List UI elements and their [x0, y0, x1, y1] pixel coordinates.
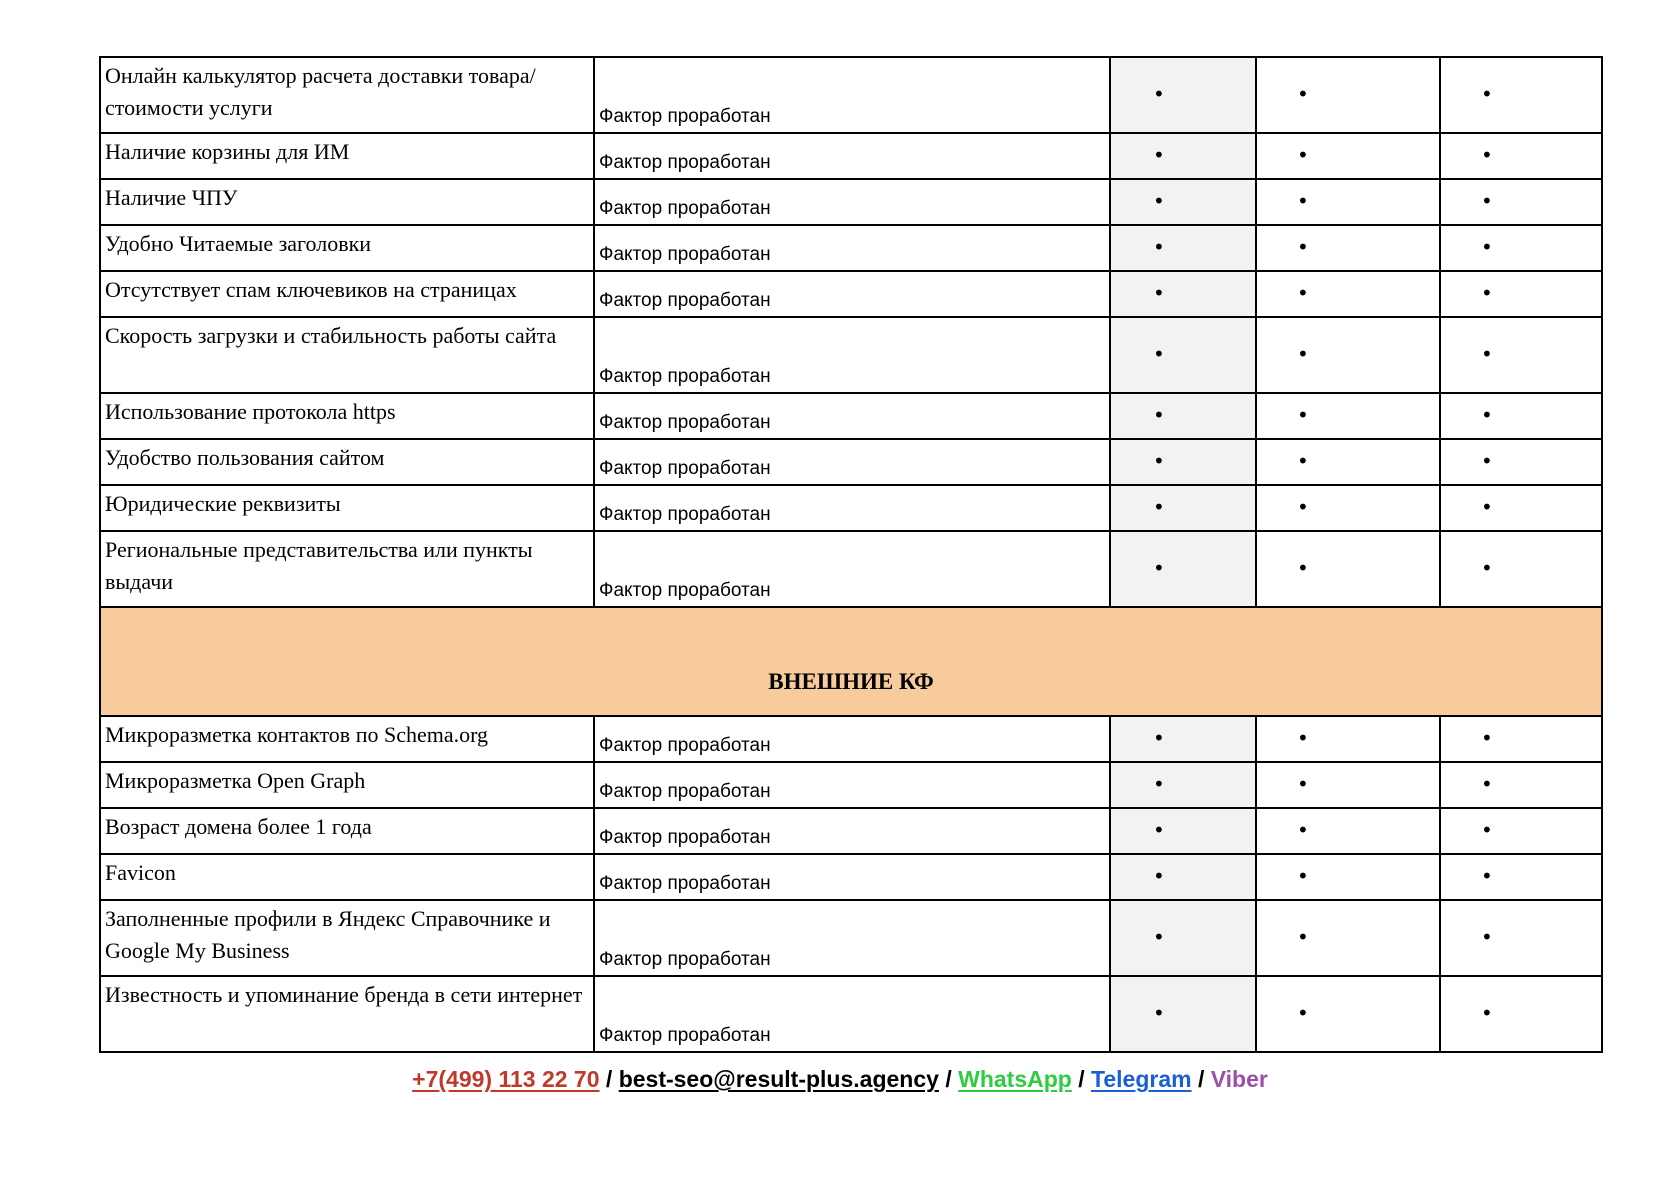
mark-cell: [1110, 531, 1256, 607]
bullet-icon: •: [1153, 556, 1165, 580]
factor-name: Микроразметка Open Graph: [100, 762, 594, 808]
bullet-icon: •: [1153, 495, 1165, 519]
section-header-row: [100, 607, 1602, 716]
mark-cell: [1256, 485, 1440, 531]
viber-label[interactable]: Viber: [1210, 1066, 1268, 1092]
telegram-link[interactable]: Telegram: [1091, 1066, 1192, 1092]
bullet-icon: •: [1481, 726, 1493, 750]
mark-cell: [1256, 133, 1440, 179]
table-row: [100, 179, 1602, 225]
mark-cell: [1110, 225, 1256, 271]
mark-cell: [1440, 762, 1602, 808]
bullet-icon: •: [1153, 925, 1165, 949]
bullet-icon: •: [1297, 82, 1309, 106]
contacts-line: [0, 1066, 1680, 1093]
table-row: [100, 271, 1602, 317]
mark-cell: [1256, 317, 1440, 393]
mark-cell: [1440, 808, 1602, 854]
mark-cell: [1256, 762, 1440, 808]
factor-name: Наличие корзины для ИМ: [100, 133, 594, 179]
bullet-icon: •: [1481, 281, 1493, 305]
factor-status: Фактор проработан: [594, 393, 1110, 439]
factor-name: Удобно Читаемые заголовки: [100, 225, 594, 271]
factor-name: Удобство пользования сайтом: [100, 439, 594, 485]
mark-cell: [1110, 762, 1256, 808]
separator: /: [945, 1066, 952, 1092]
table-row: [100, 716, 1602, 762]
mark-cell: [1256, 225, 1440, 271]
factor-status: Фактор проработан: [594, 716, 1110, 762]
mark-cell: [1440, 439, 1602, 485]
factor-name: Юридические реквизиты: [100, 485, 594, 531]
section-title: ВНЕШНИЕ КФ: [100, 607, 1602, 716]
table-row: [100, 900, 1602, 976]
factor-status: Фактор проработан: [594, 179, 1110, 225]
bullet-icon: •: [1297, 925, 1309, 949]
mark-cell: [1440, 225, 1602, 271]
bullet-icon: •: [1297, 189, 1309, 213]
mark-cell: [1440, 976, 1602, 1052]
factor-name: Онлайн калькулятор расчета доставки товара/стоимости услуги: [100, 57, 594, 133]
factor-status: Фактор проработан: [594, 485, 1110, 531]
bullet-icon: •: [1481, 925, 1493, 949]
mark-cell: [1440, 531, 1602, 607]
bullet-icon: •: [1481, 556, 1493, 580]
table-row: [100, 225, 1602, 271]
phone-link[interactable]: +7(499) 113 22 70: [412, 1066, 600, 1092]
table-row: [100, 317, 1602, 393]
mark-cell: [1110, 976, 1256, 1052]
factor-status: Фактор проработан: [594, 317, 1110, 393]
bullet-icon: •: [1297, 864, 1309, 888]
separator: /: [1078, 1066, 1085, 1092]
mark-cell: [1440, 854, 1602, 900]
mark-cell: [1256, 900, 1440, 976]
bullet-icon: •: [1297, 235, 1309, 259]
factor-status: Фактор проработан: [594, 57, 1110, 133]
bullet-icon: •: [1153, 403, 1165, 427]
mark-cell: [1110, 716, 1256, 762]
table-row: [100, 393, 1602, 439]
bullet-icon: •: [1481, 772, 1493, 796]
table-row: [100, 439, 1602, 485]
factor-name: Скорость загрузки и стабильность работы сайта: [100, 317, 594, 393]
factor-status: Фактор проработан: [594, 271, 1110, 317]
bullet-icon: •: [1297, 143, 1309, 167]
table-row: [100, 976, 1602, 1052]
separator: /: [605, 1066, 613, 1092]
mark-cell: [1256, 808, 1440, 854]
mark-cell: [1256, 179, 1440, 225]
whatsapp-link[interactable]: WhatsApp: [958, 1066, 1072, 1092]
bullet-icon: •: [1153, 449, 1165, 473]
bullet-icon: •: [1481, 449, 1493, 473]
mark-cell: [1440, 133, 1602, 179]
factor-status: Фактор проработан: [594, 439, 1110, 485]
factor-name: Favicon: [100, 854, 594, 900]
separator: /: [1197, 1066, 1205, 1092]
mark-cell: [1256, 57, 1440, 133]
bullet-icon: •: [1297, 449, 1309, 473]
mark-cell: [1110, 317, 1256, 393]
bullet-icon: •: [1153, 143, 1165, 167]
mark-cell: [1440, 393, 1602, 439]
table-row: [100, 133, 1602, 179]
bullet-icon: •: [1297, 281, 1309, 305]
seo-factors-table: [99, 56, 1603, 1053]
factor-status: Фактор проработан: [594, 531, 1110, 607]
bullet-icon: •: [1153, 1001, 1165, 1025]
factor-name: Наличие ЧПУ: [100, 179, 594, 225]
factor-status: Фактор проработан: [594, 133, 1110, 179]
table-row: [100, 762, 1602, 808]
bullet-icon: •: [1481, 864, 1493, 888]
factor-status: Фактор проработан: [594, 225, 1110, 271]
bullet-icon: •: [1153, 189, 1165, 213]
bullet-icon: •: [1153, 342, 1165, 366]
mark-cell: [1440, 485, 1602, 531]
mark-cell: [1256, 716, 1440, 762]
bullet-icon: •: [1481, 82, 1493, 106]
factor-name: Заполненные профили в Яндекс Справочнике и Google My Business: [100, 900, 594, 976]
bullet-icon: •: [1297, 772, 1309, 796]
mark-cell: [1440, 716, 1602, 762]
bullet-icon: •: [1481, 189, 1493, 213]
bullet-icon: •: [1153, 818, 1165, 842]
bullet-icon: •: [1153, 82, 1165, 106]
factor-status: Фактор проработан: [594, 762, 1110, 808]
bullet-icon: •: [1481, 342, 1493, 366]
table-row: [100, 57, 1602, 133]
mark-cell: [1110, 133, 1256, 179]
mark-cell: [1256, 439, 1440, 485]
bullet-icon: •: [1297, 403, 1309, 427]
mark-cell: [1440, 900, 1602, 976]
mark-cell: [1256, 531, 1440, 607]
table-row: [100, 808, 1602, 854]
table-row: [100, 854, 1602, 900]
email-link[interactable]: best-seo@result-plus.agency: [618, 1066, 939, 1092]
bullet-icon: •: [1297, 342, 1309, 366]
bullet-icon: •: [1481, 495, 1493, 519]
mark-cell: [1110, 57, 1256, 133]
factor-name: Известность и упоминание бренда в сети интернет: [100, 976, 594, 1052]
bullet-icon: •: [1153, 864, 1165, 888]
mark-cell: [1110, 485, 1256, 531]
table-row: [100, 485, 1602, 531]
mark-cell: [1110, 393, 1256, 439]
factor-status: Фактор проработан: [594, 900, 1110, 976]
mark-cell: [1110, 271, 1256, 317]
bullet-icon: •: [1481, 235, 1493, 259]
bullet-icon: •: [1153, 726, 1165, 750]
factor-name: Использование протокола https: [100, 393, 594, 439]
factor-status: Фактор проработан: [594, 854, 1110, 900]
bullet-icon: •: [1481, 403, 1493, 427]
bullet-icon: •: [1297, 1001, 1309, 1025]
bullet-icon: •: [1297, 495, 1309, 519]
mark-cell: [1256, 393, 1440, 439]
mark-cell: [1110, 854, 1256, 900]
bullet-icon: •: [1297, 556, 1309, 580]
bullet-icon: •: [1481, 143, 1493, 167]
bullet-icon: •: [1153, 281, 1165, 305]
table-row: [100, 531, 1602, 607]
mark-cell: [1110, 900, 1256, 976]
factor-status: Фактор проработан: [594, 976, 1110, 1052]
mark-cell: [1110, 179, 1256, 225]
mark-cell: [1256, 976, 1440, 1052]
bullet-icon: •: [1297, 818, 1309, 842]
bullet-icon: •: [1481, 1001, 1493, 1025]
mark-cell: [1440, 179, 1602, 225]
factor-status: Фактор проработан: [594, 808, 1110, 854]
mark-cell: [1440, 317, 1602, 393]
bullet-icon: •: [1481, 818, 1493, 842]
mark-cell: [1440, 271, 1602, 317]
bullet-icon: •: [1153, 235, 1165, 259]
mark-cell: [1440, 57, 1602, 133]
mark-cell: [1110, 808, 1256, 854]
mark-cell: [1256, 854, 1440, 900]
bullet-icon: •: [1153, 772, 1165, 796]
mark-cell: [1110, 439, 1256, 485]
factor-name: Возраст домена более 1 года: [100, 808, 594, 854]
mark-cell: [1256, 271, 1440, 317]
factor-name: Микроразметка контактов по Schema.org: [100, 716, 594, 762]
factor-name: Региональные представительства или пункты выдачи: [100, 531, 594, 607]
bullet-icon: •: [1297, 726, 1309, 750]
factor-name: Отсутствует спам ключевиков на страницах: [100, 271, 594, 317]
